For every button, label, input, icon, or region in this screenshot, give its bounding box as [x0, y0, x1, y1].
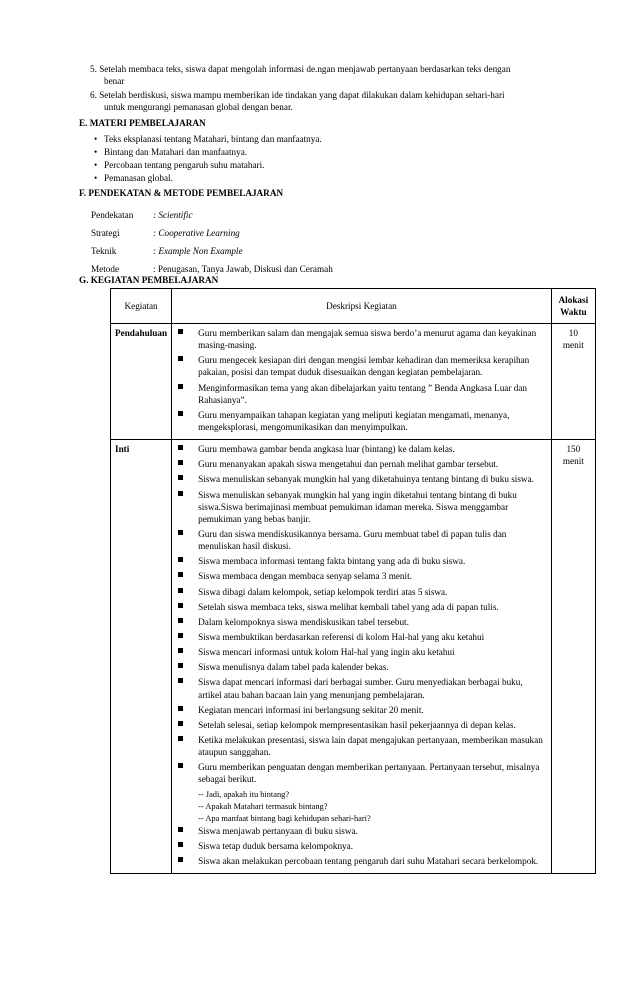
header-deskripsi: Deskripsi Kegiatan — [172, 289, 552, 324]
square-bullet-icon — [178, 842, 183, 847]
square-bullet-icon — [178, 460, 183, 465]
objective-item: 5. Setelah membaca teks, siswa dapat mengolah informasi de.ngan menjawab pertanyaan berdasarkan teks dengan benar — [90, 64, 511, 87]
square-bullet-icon — [178, 411, 183, 416]
square-bullet-icon — [178, 384, 183, 389]
square-bullet-icon — [178, 356, 183, 361]
list-item: Siswa membaca informasi tentang fakta bintang yang ada di buku siswa. — [176, 555, 547, 567]
inti-duration: 150 menit — [551, 440, 595, 874]
square-bullet-icon — [178, 530, 183, 535]
objectives-list — [90, 63, 590, 116]
materi-item: • Teks eksplanasi tentang Matahari, bintang dan manfaatnya. — [94, 133, 494, 146]
list-item: Guru memberikan salam dan mengajak semua siswa berdo’a menurut agama dan keyakinan masing-masing. — [176, 327, 547, 351]
square-bullet-icon — [178, 588, 183, 593]
list-item: Guru membawa gambar benda angkasa luar (bintang) ke dalam kelas. — [176, 443, 547, 455]
square-bullet-icon — [178, 678, 183, 683]
table-row — [111, 440, 596, 874]
header-kegiatan: Kegiatan — [111, 289, 172, 324]
square-bullet-icon — [178, 857, 183, 862]
square-bullet-icon — [178, 572, 183, 577]
row-label-inti: Inti — [111, 440, 172, 874]
square-bullet-icon — [178, 736, 183, 741]
list-item: Guru dan siswa mendiskusikannya bersama. Guru membuat tabel di papan tulis dan menuliskan hasil diskusi. — [176, 528, 547, 552]
square-bullet-icon — [178, 445, 183, 450]
list-item: Siswa dibagi dalam kelompok, setiap kelompok terdiri atas 5 siswa. — [176, 586, 547, 598]
list-item: Siswa akan melakukan percobaan tentang pengaruh dari suhu Matahari secara berkelompok. — [176, 855, 547, 867]
materi-item: • Percobaan tentang pengaruh suhu matahari. — [94, 159, 494, 172]
approach-row: Metode : Penugasan, Tanya Jawab, Diskusi dan Ceramah — [91, 264, 333, 274]
list-item: Siswa menulisnya dalam tabel pada kalender bekas. — [176, 661, 547, 673]
list-item: Menginformasikan tema yang akan dibelajarkan yaitu tentang ” Benda Angkasa Luar dan Rahasianya”. — [176, 382, 547, 406]
list-item: Setelah siswa membaca teks, siswa melihat kembali tabel yang ada di papan tulis. — [176, 601, 547, 613]
list-item: Guru memberikan penguatan dengan memberikan pertanyaan. Pertanyaan tersebut, misalnya sebagai berikut. — [176, 761, 547, 785]
square-bullet-icon — [178, 827, 183, 832]
square-bullet-icon — [178, 603, 183, 608]
square-bullet-icon — [178, 618, 183, 623]
square-bullet-icon — [178, 475, 183, 480]
activities-table — [110, 288, 596, 874]
square-bullet-icon — [178, 491, 183, 496]
approach-row: Strategi : Cooperative Learning — [91, 228, 240, 238]
square-bullet-icon — [178, 648, 183, 653]
list-item: Ketika melakukan presentasi, siswa lain dapat mengajukan pertanyaan, memberikan masukan ataupun sanggahan. — [176, 734, 547, 758]
square-bullet-icon — [178, 706, 183, 711]
list-item: Dalam kelompoknya siswa mendiskusikan tabel tersebut. — [176, 616, 547, 628]
list-item: Setelah selesai, setiap kelompok mempresentasikan hasil pekerjaannya di depan kelas. — [176, 719, 547, 731]
list-item: Siswa menuliskan sebanyak mungkin hal yang ingin diketahui tentang bintang di buku siswa.Siswa berimajinasi membuat pemukiman idaman mereka. Siswa menggambar pemukiman yang bebas banjir. — [176, 489, 547, 525]
section-e-heading: E. MATERI PEMBELAJARAN — [79, 118, 206, 128]
list-item: Kegiatan mencari informasi ini berlangsung sekitar 20 menit. — [176, 704, 547, 716]
approach-list — [91, 209, 491, 281]
approach-row: Pendekatan : Scientific — [91, 210, 193, 220]
square-bullet-icon — [178, 633, 183, 638]
square-bullet-icon — [178, 763, 183, 768]
question-item: -- Apakah Matahari termasuk bintang? — [198, 801, 328, 811]
square-bullet-icon — [178, 721, 183, 726]
list-item: Guru menanyakan apakah siswa mengetahui dan pernah melihat gambar tersebut. — [176, 458, 547, 470]
materi-item: • Pemanasan global. — [94, 172, 494, 185]
question-item: -- Jadi, apakah itu bintang? — [198, 789, 290, 799]
list-item: Siswa membuktikan berdasarkan referensi di kolom Hal-hal yang aku ketahui — [176, 631, 547, 643]
section-g-heading: G. KEGIATAN PEMBELAJARAN — [79, 275, 219, 285]
section-f-heading: F. PENDEKATAN & METODE PEMBELAJARAN — [79, 188, 284, 198]
square-bullet-icon — [178, 557, 183, 562]
table-header-row — [111, 289, 596, 324]
square-bullet-icon — [178, 329, 183, 334]
materi-list — [94, 133, 494, 185]
list-item: Siswa dapat mencari informasi dari berbagai sumber. Guru menyediakan berbagai buku, artikel atau bahan bacaan lain yang menunjang pembelajaran. — [176, 676, 547, 700]
list-item: Siswa membaca dengan membaca senyap selama 3 menit. — [176, 570, 547, 582]
row-label-pendahuluan: Pendahuluan — [111, 324, 172, 440]
list-item: Siswa menjawab pertanyaan di buku siswa. — [176, 825, 547, 837]
pendahuluan-description — [172, 324, 552, 440]
materi-item: • Bintang dan Matahari dan manfaatnya. — [94, 146, 494, 159]
question-item: -- Apa manfaat bintang bagi kehidupan sehari-hari? — [198, 813, 371, 823]
inti-description — [172, 440, 552, 874]
approach-row: Teknik : Example Non Example — [91, 246, 243, 256]
pendahuluan-duration: 10 menit — [551, 324, 595, 440]
list-item: Siswa tetap duduk bersama kelompoknya. — [176, 840, 547, 852]
list-item: Siswa mencari informasi untuk kolom Hal-hal yang ingin aku ketahui — [176, 646, 547, 658]
objective-item: 6. Setelah berdiskusi, siswa mampu memberikan ide tindakan yang dapat dilakukan dalam kehidupan sehari-hari untuk mengurangi pemanasan global dengan benar. — [90, 90, 505, 113]
table-row — [111, 324, 596, 440]
list-item: Siswa menuliskan sebanyak mungkin hal yang diketahuinya tentang bintang di buku siswa. — [176, 473, 547, 485]
list-item: Guru mengecek kesiapan diri dengan mengisi lembar kehadiran dan memeriksa kerapihan pakaian, posisi dan tempat duduk disesuaikan dengan kegiatan pembelajaran. — [176, 354, 547, 378]
square-bullet-icon — [178, 663, 183, 668]
header-alokasi-waktu: Alokasi Waktu — [551, 289, 595, 324]
list-item: Guru menyampaikan tahapan kegiatan yang meliputi kegiatan mengamati, menanya, mengeksplorasi, mengomunikasikan dan menyimpulkan. — [176, 409, 547, 433]
